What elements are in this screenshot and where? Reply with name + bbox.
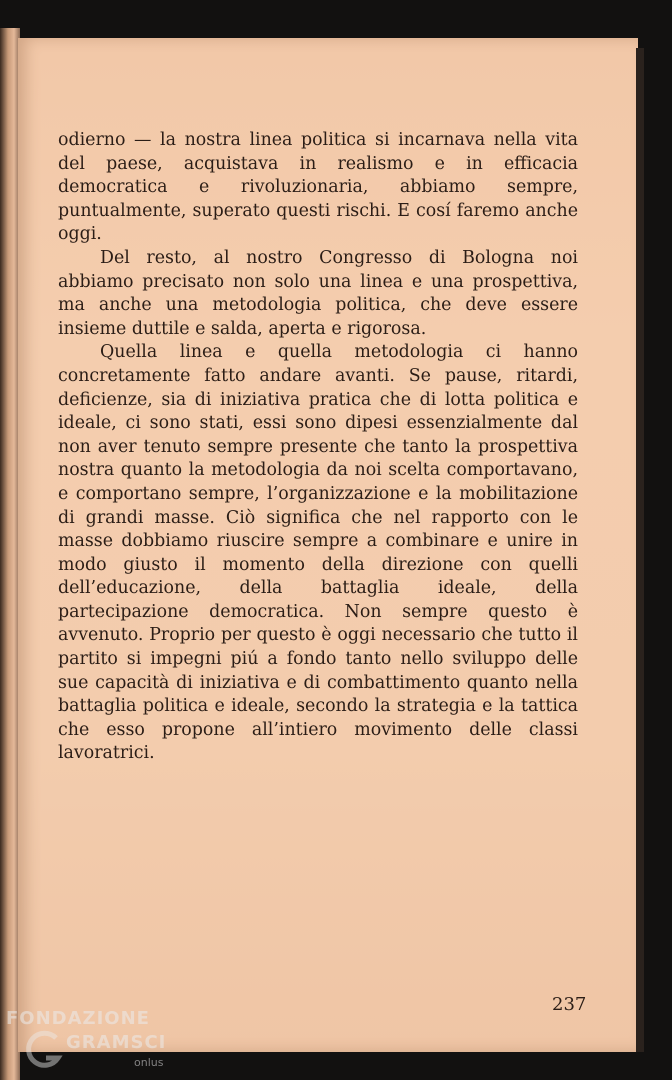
book-spine-edge — [0, 28, 20, 1080]
watermark-line-2: GRAMSCI — [66, 1032, 167, 1053]
paragraph-3: Quella linea e quella metodologia ci hanno concretamente fatto andare avanti. Se pause, ritardi, deficienze, sia di iniziativa pratica che di lotta politica e ideale, ci sono stati, essi sono dipesi essenzialmente dal non aver tenuto sempre presente che tanto la prospettiva nostra quanto la metodologia da noi scelta comportavano, e comportano sempre, l’organizzazione e la mobilitazione di grandi masse. Ciò significa che nel rapporto con le masse dobbiamo riuscire sempre a combinare e unire in modo giusto il momento della direzione con quelli dell’educazione, della battaglia ideale, della partecipazione democratica. Non sempre questo è avvenuto. Proprio per questo è oggi necessario che tutto il partito si impegni piú a fondo tanto nello sviluppo delle sue capacità di iniziativa e di combattimento quanto nella battaglia politica e ideale, secondo la strategia e la tattica che esso propone all’intiero movimento delle classi lavoratrici. — [58, 342, 578, 764]
paragraph-1: odierno — la nostra linea politica si incarnava nella vita del paese, acquistava in realismo e in efficacia democratica e rivoluzionaria, abbiamo sempre, puntualmente, superato questi rischi. E cosí faremo anche oggi. — [58, 130, 578, 245]
page-edge-shadow — [636, 48, 644, 1052]
watermark-line-3: onlus — [134, 1056, 164, 1069]
paragraph-2: Del resto, al nostro Congresso di Bologna noi abbiamo precisato non solo una linea e una prospettiva, ma anche una metodologia politica, che deve essere insieme duttile e salda, aperta e rigorosa. — [58, 247, 578, 339]
fondazione-gramsci-watermark — [6, 1008, 176, 1078]
page-number: 237 — [552, 994, 587, 1015]
watermark-logo-icon — [24, 1028, 64, 1072]
body-text — [58, 129, 578, 766]
watermark-line-1: FONDAZIONE — [6, 1008, 150, 1029]
